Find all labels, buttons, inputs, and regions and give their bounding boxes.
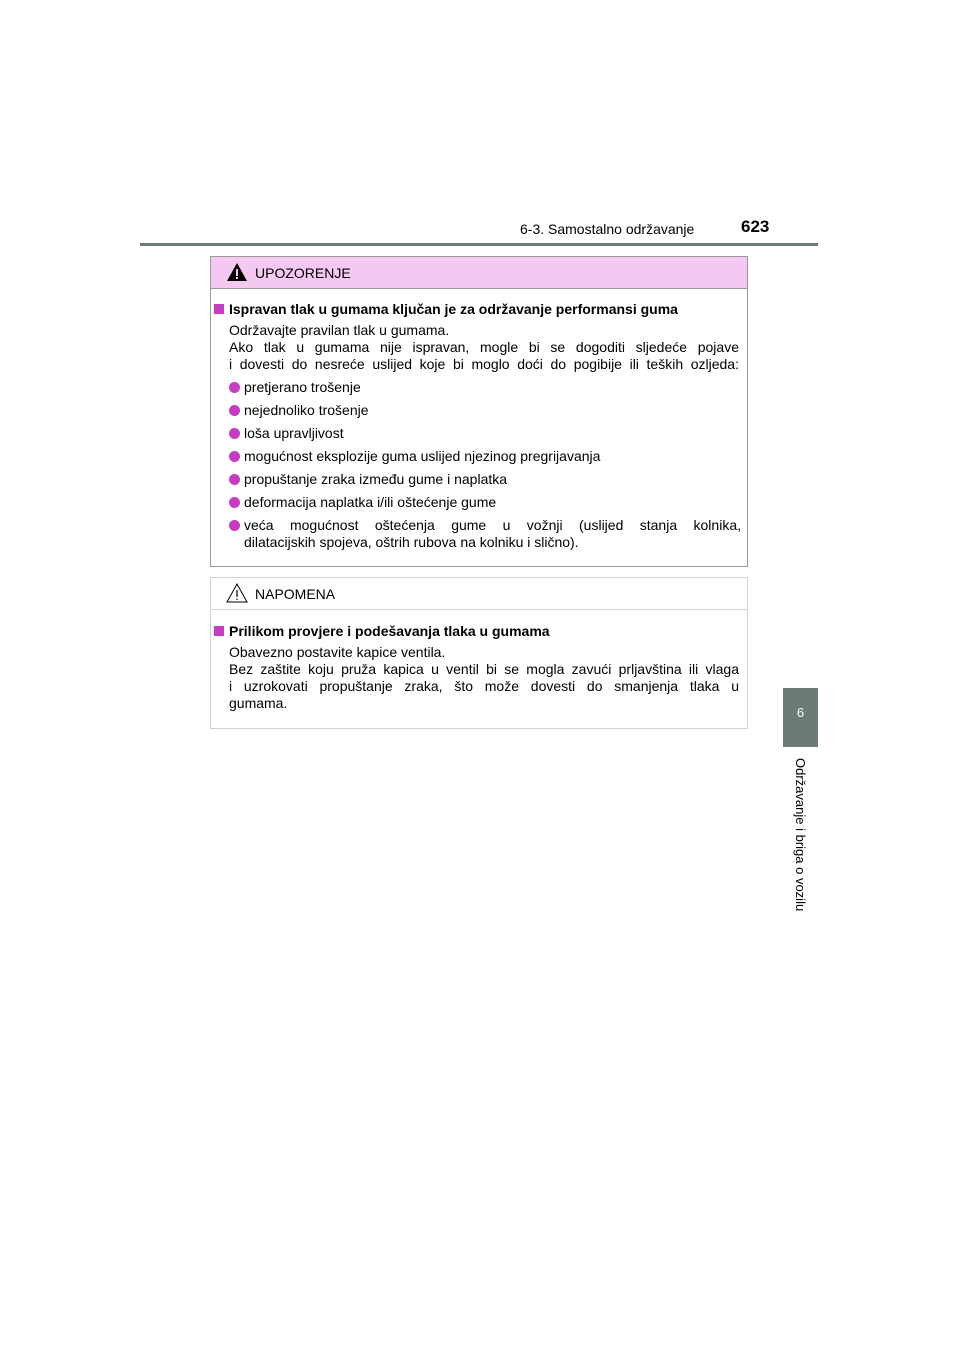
notice-text [229,644,739,712]
page-number: 623 [741,217,770,236]
chapter-title: Održavanje i briga o vozilu [793,758,808,912]
chapter-tab [783,688,818,747]
round-bullet-icon [229,497,240,508]
warning-box [210,256,748,567]
warning-triangle-icon [226,261,248,283]
list-item: nejednoliko trošenje [229,402,741,419]
list-item: propuštanje zraka između gume i naplatka [229,471,741,488]
round-bullet-icon [229,382,240,393]
list-item: deformacija naplatka i/ili oštećenje gume [229,494,741,511]
header-rule [140,243,818,246]
chapter-number: 6 [796,705,805,720]
list-item: loša upravljivost [229,425,741,442]
notice-box [210,577,748,729]
round-bullet-icon [229,428,240,439]
warning-heading-text: Ispravan tlak u gumama ključan je za održavanje performansi guma [229,301,678,317]
notice-line: i uzrokovati propuštanje zraka, što može dovesti do smanjenja tlaka u [229,678,739,694]
caution-outline-triangle-icon [226,582,248,604]
square-bullet-icon [214,304,224,314]
round-bullet-icon [229,451,240,462]
list-item: veća mogućnost oštećenja gume u vožnji (uslijed stanja kolnika, dilatacijskih spojeva, oštrih rubova na kolniku i slično). [229,517,741,551]
warning-intro [229,322,739,373]
round-bullet-icon [229,520,240,531]
square-bullet-icon [214,626,224,636]
intro-line: i dovesti do nesreće uslijed koje bi moglo doći do pogibije ili teških ozljeda: [229,356,739,372]
warning-heading [214,301,678,317]
section-title: 6-3. Samostalno održavanje [520,221,695,237]
notice-line: Bez zaštite koju pruža kapica u ventil bi se mogla zavući prljavština ili vlaga [229,661,739,677]
notice-heading [214,623,550,639]
warning-label: UPOZORENJE [255,265,351,281]
list-item: pretjerano trošenje [229,379,741,396]
warning-header [211,257,747,289]
intro-line: Održavajte pravilan tlak u gumama. [229,322,450,338]
round-bullet-icon [229,405,240,416]
notice-label: NAPOMENA [255,586,336,602]
intro-line: Ako tlak u gumama nije ispravan, mogle bi se dogoditi sljedeće pojave [229,339,739,355]
notice-line: gumama. [229,695,288,711]
notice-line: Obavezno postavite kapice ventila. [229,644,446,660]
list-item: mogućnost eksplozije guma uslijed njezinog pregrijavanja [229,448,741,465]
round-bullet-icon [229,474,240,485]
notice-heading-text: Prilikom provjere i podešavanja tlaka u gumama [229,623,550,639]
notice-header [211,578,747,610]
